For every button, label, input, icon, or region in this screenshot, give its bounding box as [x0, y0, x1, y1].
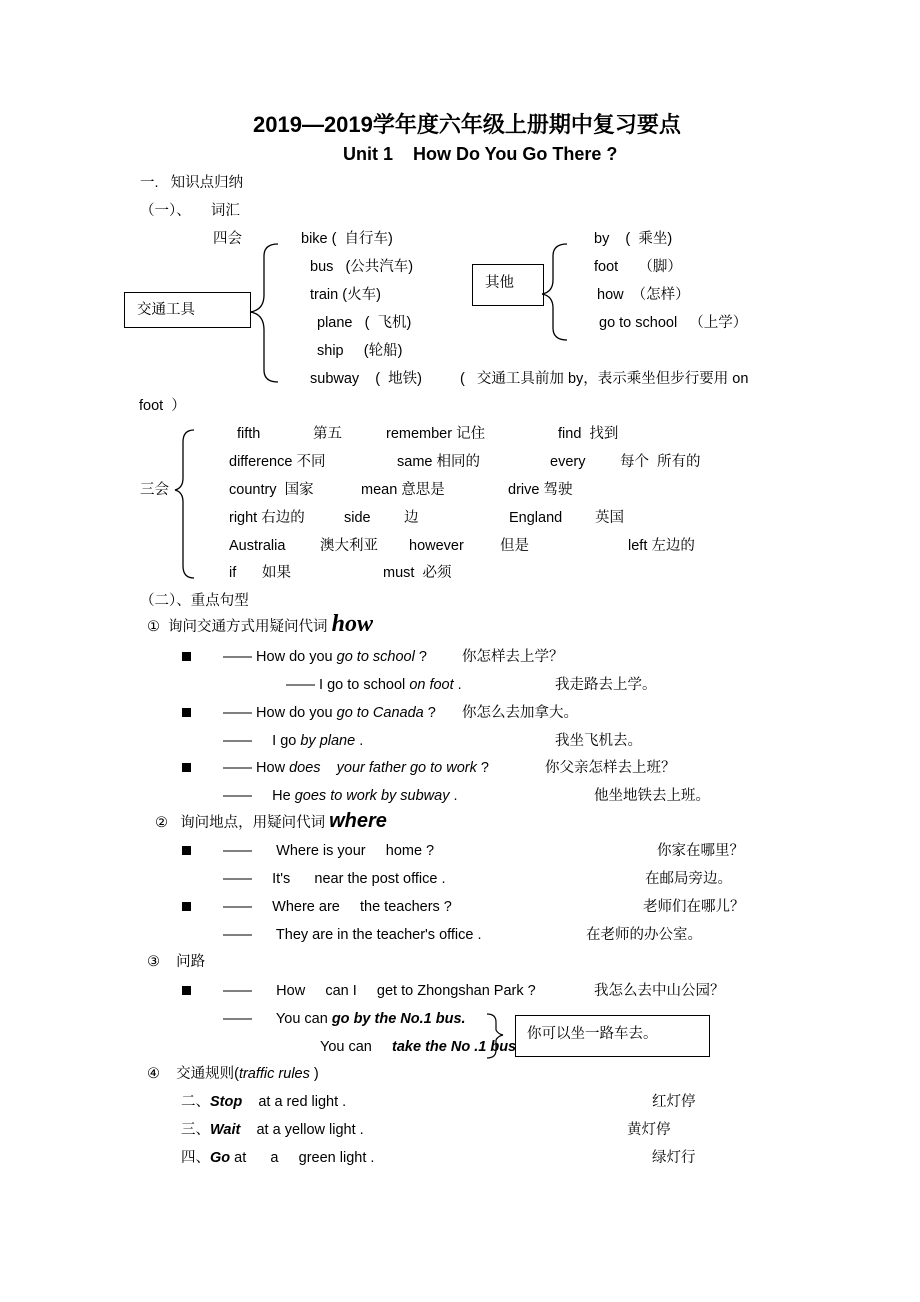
word: 如果 — [262, 565, 291, 581]
vocab-item: subway ( 地铁) — [310, 371, 422, 387]
translation: 我坐飞机去。 — [555, 733, 642, 749]
word: mean 意思是 — [361, 482, 445, 498]
translation: 老师们在哪儿？ — [643, 899, 745, 915]
text: at a yellow light . — [240, 1122, 364, 1138]
text: 二、 — [181, 1094, 210, 1110]
bullet-icon — [182, 841, 191, 861]
element — [182, 652, 191, 661]
text: —— You can — [223, 1011, 332, 1027]
text: on foot — [409, 677, 454, 693]
unit-title: Unit 1 How Do You Go There ? — [343, 144, 618, 164]
pattern-heading — [147, 1064, 319, 1084]
text: —— How do you — [223, 705, 337, 721]
word: 边 — [404, 510, 419, 526]
sentence — [223, 1009, 466, 1029]
text: ? — [476, 760, 489, 776]
vocab-item: go to school （上学） — [599, 315, 748, 331]
translation-box — [515, 1015, 710, 1057]
sentence — [223, 758, 489, 778]
word: remember 记住 — [386, 426, 486, 442]
vocab-item: bike ( 自行车) — [301, 231, 393, 247]
text: Go — [210, 1150, 231, 1166]
bullet-icon — [182, 647, 191, 667]
sentence — [320, 1037, 516, 1057]
text: does your father go to work — [289, 760, 477, 776]
word: fifth — [237, 426, 261, 442]
element — [175, 430, 194, 578]
word: must 必须 — [383, 565, 452, 581]
word: 澳大利亚 — [320, 538, 378, 554]
translation: 你怎样去上学？ — [462, 649, 564, 665]
text: goes to work by subway — [294, 788, 450, 804]
text: at a red light . — [242, 1094, 347, 1110]
word: side — [344, 510, 371, 526]
label-sanhui: 三会 — [140, 482, 169, 498]
text: —— He — [223, 788, 295, 804]
element — [542, 244, 567, 340]
vocab-item: foot （脚） — [594, 259, 682, 275]
note-end: foot ） — [139, 398, 186, 414]
element — [182, 763, 191, 772]
sentence: —— They are in the teacher's office . — [223, 927, 482, 943]
translation: 你父亲怎样去上班？ — [545, 760, 676, 776]
text: how — [331, 611, 373, 637]
word: however — [409, 538, 464, 554]
pattern-heading: ③ 问路 — [147, 954, 206, 970]
text: at a green light . — [230, 1150, 375, 1166]
text: . — [449, 788, 458, 804]
bullet-icon — [182, 897, 191, 917]
word: country 国家 — [229, 482, 314, 498]
text: . — [355, 733, 364, 749]
vocab-item: by ( 乘坐) — [594, 231, 673, 247]
text: ) — [309, 1066, 319, 1082]
text: ② 询问地点，用疑问代词 — [155, 815, 330, 831]
text: take the No .1 bus — [392, 1039, 517, 1055]
text: 四、 — [181, 1150, 210, 1166]
translation: 你怎么去加拿大。 — [462, 705, 578, 721]
translation: 我怎么去中山公园？ — [594, 983, 725, 999]
text: ① 询问交通方式用疑问代词 — [147, 619, 332, 635]
word: 每个 所有的 — [620, 454, 701, 470]
sentence: —— Where are the teachers ? — [223, 899, 452, 915]
text: where — [329, 810, 387, 832]
text: traffic rules — [238, 1066, 310, 1082]
note: ( 交通工具前加 by，表示乘坐但步行要用 on — [460, 371, 749, 387]
text: by plane — [300, 733, 356, 749]
text: You can — [320, 1039, 393, 1055]
text: go to school — [336, 649, 415, 665]
bullet-icon — [182, 703, 191, 723]
word: Australia — [229, 538, 286, 554]
word: right 右边的 — [229, 510, 305, 526]
bullet-icon — [182, 981, 191, 1001]
word: same 相同的 — [397, 454, 480, 470]
text: go by the No.1 bus. — [331, 1011, 466, 1027]
word: drive 驾驶 — [508, 482, 573, 498]
section-heading: （二）、重点句型 — [140, 593, 249, 609]
vocab-item: how （怎样） — [597, 287, 690, 303]
word: England — [509, 510, 563, 526]
text: 你可以坐一路车去。 — [527, 1026, 658, 1042]
word: 但是 — [500, 538, 529, 554]
vocab-item: bus (公共汽车) — [310, 259, 414, 275]
word: difference 不同 — [229, 454, 326, 470]
label-sihui: 四会 — [213, 231, 242, 247]
text: Stop — [210, 1094, 243, 1110]
translation: 在邮局旁边。 — [645, 871, 732, 887]
word: if — [229, 565, 237, 581]
bullet-icon — [182, 758, 191, 778]
text: —— How do you — [223, 649, 337, 665]
element — [182, 846, 191, 855]
sentence — [223, 647, 427, 667]
text: . — [453, 677, 462, 693]
text: 交通工具 — [137, 302, 195, 318]
vocab-item: ship (轮船) — [317, 343, 403, 359]
pattern-heading — [147, 611, 373, 637]
element — [182, 708, 191, 717]
sentence: —— Where is your home ? — [223, 843, 435, 859]
rule — [181, 1120, 364, 1140]
translation: 你家在哪里？ — [657, 843, 744, 859]
translation: 绿灯行 — [652, 1150, 696, 1166]
word: left 左边的 — [628, 538, 695, 554]
word: find 找到 — [558, 426, 619, 442]
text: Wait — [210, 1122, 241, 1138]
element — [182, 986, 191, 995]
text: ? — [414, 649, 427, 665]
translation: 黄灯停 — [627, 1122, 671, 1138]
sentence — [286, 675, 462, 695]
text: 三、 — [181, 1122, 210, 1138]
word: every — [550, 454, 586, 470]
subsection-heading: （一）、 词汇 — [140, 203, 240, 219]
sentence — [223, 731, 363, 751]
document-title: 2019—2019学年度六年级上册期中复习要点 — [253, 112, 681, 137]
translation: 我走路去上学。 — [555, 677, 657, 693]
other-box — [472, 264, 544, 306]
word: 第五 — [313, 426, 342, 442]
word: 英国 — [595, 510, 624, 526]
text: —— I go — [223, 733, 301, 749]
element — [182, 902, 191, 911]
text: 其他 — [485, 275, 514, 291]
sentence: —— It's near the post office . — [223, 871, 446, 887]
translation: 在老师的办公室。 — [586, 927, 702, 943]
text: —— I go to school — [286, 677, 410, 693]
section-heading: 一. 知识点归纳 — [140, 175, 244, 191]
sentence: —— How can I get to Zhongshan Park ? — [223, 983, 536, 999]
text: ④ 交通规则( — [147, 1066, 239, 1082]
text: ? — [423, 705, 436, 721]
vocab-item: train (火车) — [310, 287, 381, 303]
translation: 红灯停 — [652, 1094, 696, 1110]
sentence — [223, 786, 458, 806]
rule — [181, 1148, 374, 1168]
vocab-item: plane ( 飞机) — [317, 315, 412, 331]
pattern-heading — [155, 811, 387, 833]
sentence — [223, 703, 436, 723]
translation: 他坐地铁去上班。 — [594, 788, 710, 804]
element — [250, 244, 278, 382]
text: go to Canada — [336, 705, 424, 721]
text: —— How — [223, 760, 290, 776]
rule — [181, 1092, 346, 1112]
